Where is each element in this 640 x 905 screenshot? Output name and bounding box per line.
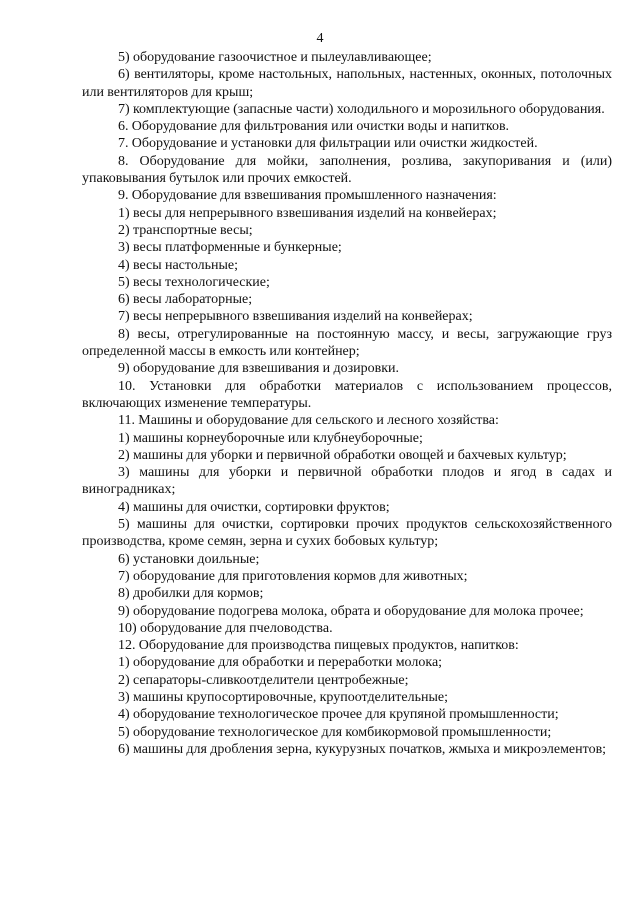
paragraph: 5) оборудование технологическое для комбикормовой промышленности; bbox=[118, 724, 552, 740]
paragraph: 12. Оборудование для производства пищевых продуктов, напитков: bbox=[118, 638, 519, 654]
paragraph: 2) машины для уборки и первичной обработки овощей и бахчевых культур; bbox=[118, 447, 567, 463]
paragraph: 4) весы настольные; bbox=[118, 257, 239, 273]
paragraph: 5) оборудование газоочистное и пылеулавливающее; bbox=[118, 50, 432, 65]
paragraph: 6) весы лабораторные; bbox=[118, 292, 253, 308]
paragraph: 1) весы для непрерывного взвешивания изделий на конвейерах; bbox=[118, 205, 497, 221]
paragraph: 4) машины для очистки, сортировки фруктов; bbox=[118, 499, 390, 515]
paragraph: 6) установки доильные; bbox=[118, 551, 260, 567]
paragraph: 10. Установки для обработки материалов с использованием процессов, включающих изменение температуры. bbox=[82, 378, 612, 411]
paragraph: 7) оборудование для приготовления кормов для животных; bbox=[118, 568, 468, 584]
paragraph: 7) весы непрерывного взвешивания изделий на конвейерах; bbox=[118, 309, 473, 325]
paragraph: 9. Оборудование для взвешивания промышленного назначения: bbox=[118, 188, 497, 204]
paragraph: 5) машины для очистки, сортировки прочих продуктов сельскохозяйственного производства, кроме семян, зерна и сухих бобовых культур; bbox=[82, 517, 612, 550]
paragraph: 3) машины для уборки и первичной обработки плодов и ягод в садах и виноградниках; bbox=[82, 465, 612, 498]
paragraph: 8. Оборудование для мойки, заполнения, розлива, закупоривания и (или) упаковывания бутылок или прочих емкостей. bbox=[82, 153, 612, 187]
paragraph: 8) весы, отрегулированные на постоянную массу, и весы, загружающие груз определенной массы в емкость или контейнер; bbox=[82, 326, 612, 360]
document-body bbox=[82, 49, 612, 758]
paragraph: 4) оборудование технологическое прочее для крупяной промышленности; bbox=[118, 707, 559, 723]
paragraph: 2) транспортные весы; bbox=[118, 222, 253, 238]
paragraph: 10) оборудование для пчеловодства. bbox=[118, 620, 333, 636]
page-number: 4 bbox=[316, 31, 324, 46]
paragraph: 6. Оборудование для фильтрования или очистки воды и напитков. bbox=[118, 119, 510, 135]
paragraph: 5) весы технологические; bbox=[118, 274, 270, 290]
paragraph: 6) машины для дробления зерна, кукурузных початков, жмыха и микроэлементов; bbox=[118, 741, 607, 757]
paragraph: 3) весы платформенные и бункерные; bbox=[118, 240, 342, 256]
paragraph: 2) сепараторы-сливкоотделители центробежные; bbox=[118, 672, 409, 688]
paragraph: 9) оборудование для взвешивания и дозировки. bbox=[118, 361, 399, 377]
paragraph: 1) машины корнеуборочные или клубнеуборочные; bbox=[118, 430, 423, 446]
paragraph: 3) машины крупосортировочные, крупоотделительные; bbox=[118, 689, 448, 705]
paragraph: 11. Машины и оборудование для сельского и лесного хозяйства: bbox=[118, 413, 499, 429]
paragraph: 6) вентиляторы, кроме настольных, напольных, настенных, оконных, потолочных или вентиляторов для крыш; bbox=[82, 67, 612, 100]
paragraph: 1) оборудование для обработки и переработки молока; bbox=[118, 655, 443, 671]
paragraph: 7) комплектующие (запасные части) холодильного и морозильного оборудования. bbox=[118, 101, 605, 117]
paragraph: 7. Оборудование и установки для фильтрации или очистки жидкостей. bbox=[118, 136, 538, 152]
paragraph: 9) оборудование подогрева молока, обрата и оборудование для молока прочее; bbox=[118, 603, 584, 619]
paragraph: 8) дробилки для кормов; bbox=[118, 586, 264, 602]
